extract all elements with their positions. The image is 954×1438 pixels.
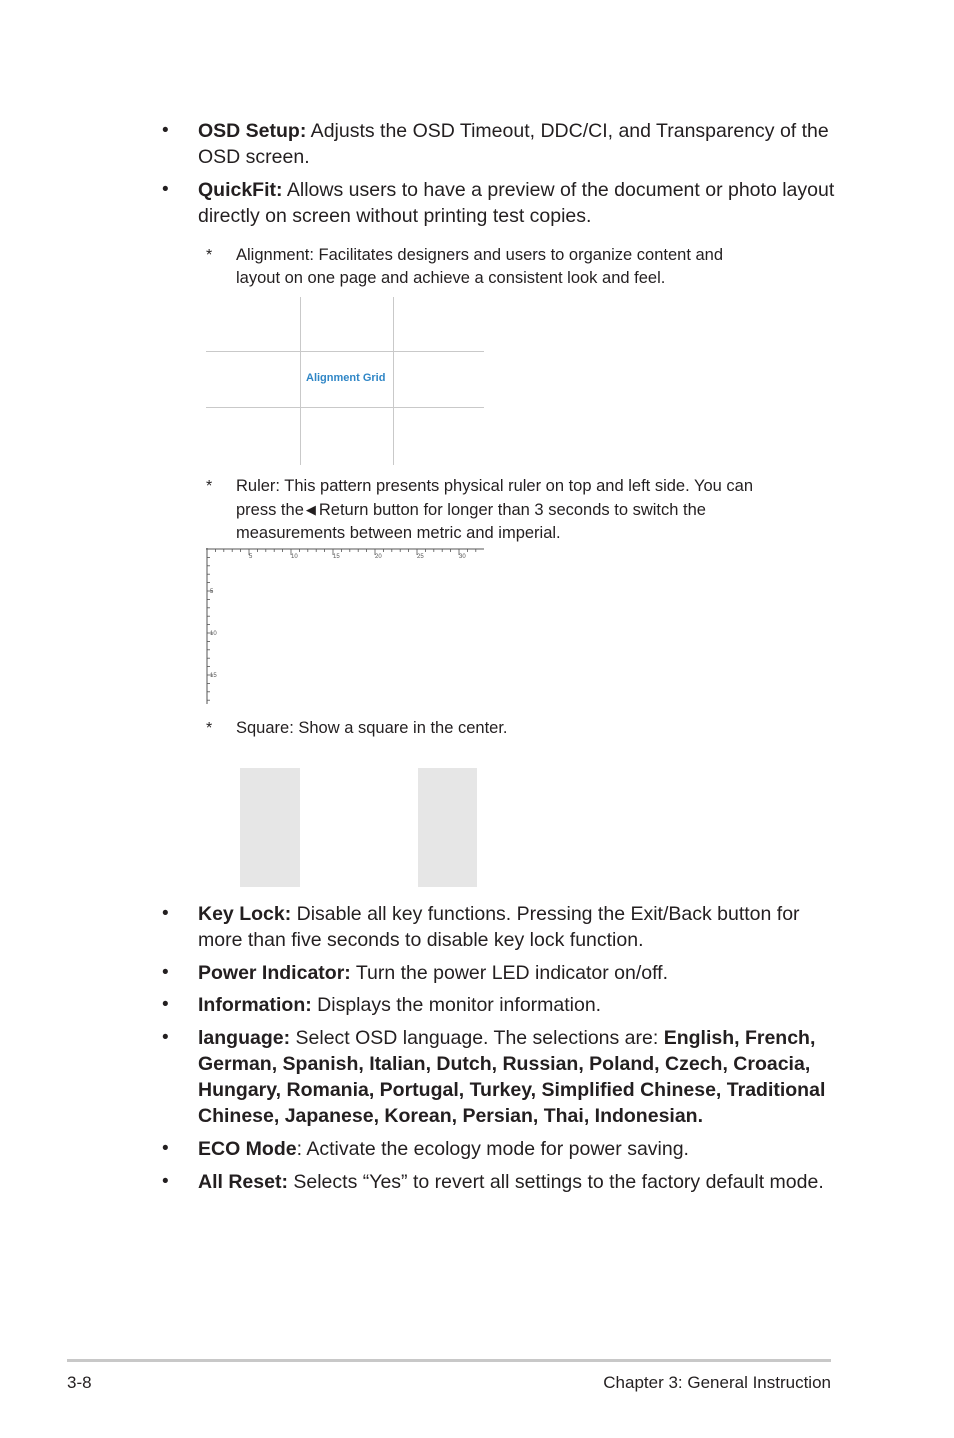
language-options: English, French, German, Spanish, Italian, Dutch, Russian, Poland, Czech, Croacia, Hungary, Romania, Portugal, Turkey, Simplified Chinese, Traditional Chinese, Japanese, Korean, Persian, Thai, Indonesian. (198, 1027, 826, 1127)
bullet-marker: • (162, 903, 169, 924)
sub-item-marker: * (206, 247, 213, 264)
power-indicator-text: Turn the power LED indicator on/off. (350, 962, 669, 984)
key-lock-label: Key Lock: (198, 903, 292, 925)
language-label: language: (198, 1027, 291, 1049)
square-description: Square: Show a square in the center. (236, 719, 508, 737)
grid-line (206, 407, 484, 408)
bullet-marker: • (162, 962, 169, 983)
alignment-grid-pattern (206, 297, 484, 465)
bullet-marker: • (162, 1171, 169, 1192)
key-lock-item (198, 901, 838, 953)
key-lock-text: Disable all key functions. Pressing the Exit/Back button for more than five seconds to disable key lock function. (198, 903, 800, 951)
information-item (198, 992, 838, 1018)
quickfit-text: Allows users to have a preview of the document or photo layout directly on screen without printing test copies. (198, 179, 835, 227)
bullet-marker: • (162, 120, 169, 141)
alignment-description: Alignment: Facilitates designers and users to organize content and layout on one page and achieve a consistent look and feel. (236, 246, 724, 287)
all-reset-label: All Reset: (198, 1171, 288, 1193)
bullet-marker: • (162, 1138, 169, 1159)
all-reset-text: Selects “Yes” to revert all settings to the factory default mode. (287, 1171, 824, 1193)
ruler-top-label: 15 (333, 554, 340, 560)
osd-setup-item (198, 118, 838, 170)
power-indicator-item (198, 960, 838, 986)
eco-mode-item (198, 1136, 838, 1162)
ruler-top-label: 5 (249, 554, 253, 560)
grid-line (393, 297, 394, 465)
ruler-top-label: 10 (291, 554, 298, 560)
ruler-top-label: 30 (459, 554, 466, 560)
grid-line (206, 351, 484, 352)
information-text: Displays the monitor information. (311, 994, 602, 1016)
alignment-grid-label: Alignment Grid (306, 372, 386, 384)
sub-item-marker: * (206, 720, 213, 737)
page-number: 3-8 (67, 1373, 92, 1392)
ruler-description (236, 475, 756, 545)
quickfit-label: QuickFit: (198, 179, 283, 201)
ruler-left-label: 10 (210, 631, 217, 637)
eco-mode-label: ECO Mode (198, 1138, 297, 1160)
ruler-text-after: Return button for longer than 3 seconds to switch the measurements between metric and imperial. (236, 501, 706, 542)
information-label: Information: (198, 994, 312, 1016)
ruler-left-label: 5 (210, 589, 214, 595)
eco-mode-text: : Activate the ecology mode for power saving. (296, 1138, 689, 1160)
square-pattern (240, 768, 477, 887)
ruler-top-label: 25 (417, 554, 424, 560)
all-reset-item (198, 1169, 838, 1195)
bullet-marker: • (162, 1027, 169, 1048)
left-triangle-icon: ◀ (305, 502, 316, 517)
ruler-text-before: Ruler: This pattern presents physical ruler on top and left side. You can press the (236, 477, 754, 519)
footer-divider (67, 1359, 831, 1362)
bullet-marker: • (162, 994, 169, 1015)
chapter-title: Chapter 3: General Instruction (603, 1373, 831, 1392)
ruler-graphic (206, 548, 484, 704)
ruler-pattern (206, 548, 484, 704)
ruler-left-label: 15 (210, 673, 217, 679)
power-indicator-label: Power Indicator: (198, 962, 351, 984)
grid-line (300, 297, 301, 465)
language-item (198, 1025, 838, 1129)
ruler-top-label: 20 (375, 554, 382, 560)
center-square (300, 768, 418, 887)
quickfit-item (198, 177, 838, 229)
bullet-marker: • (162, 179, 169, 200)
sub-item-marker: * (206, 478, 213, 495)
osd-setup-label: OSD Setup: (198, 120, 307, 142)
osd-setup-text: Adjusts the OSD Timeout, DDC/CI, and Transparency of the OSD screen. (198, 120, 829, 168)
language-text: Select OSD language. The selections are: (290, 1027, 664, 1049)
